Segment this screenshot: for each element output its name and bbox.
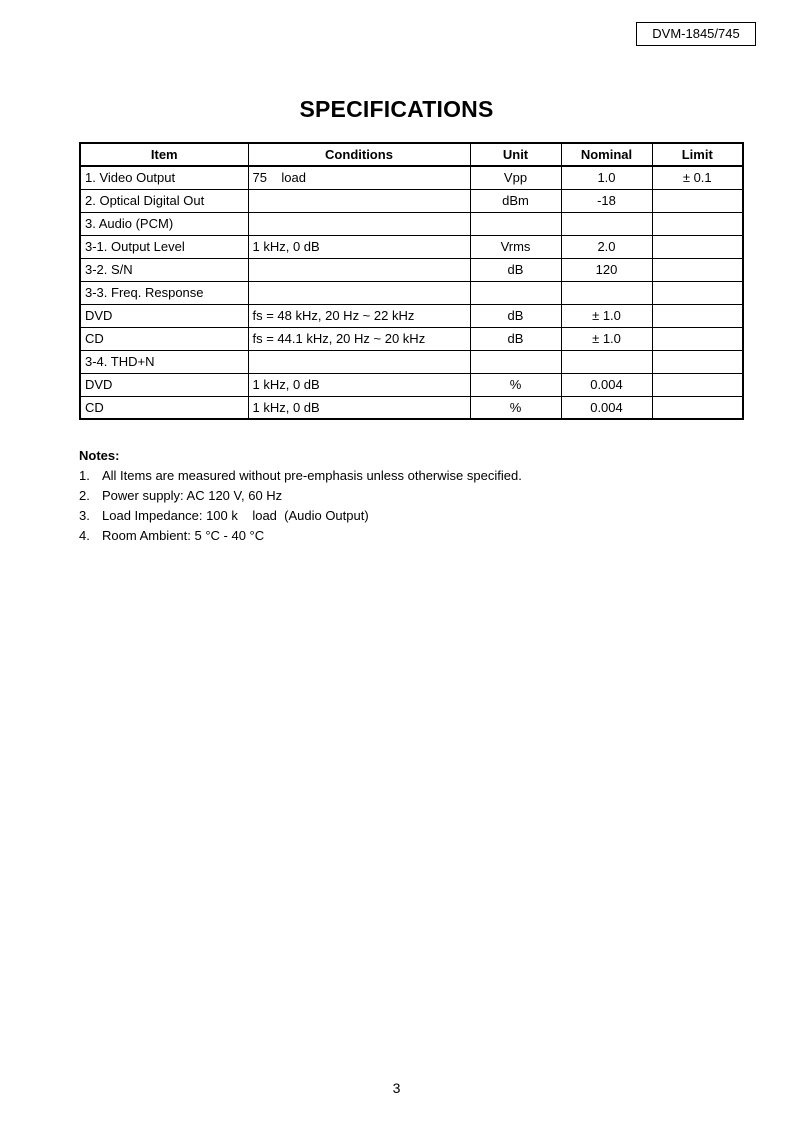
specifications-table bbox=[79, 142, 744, 420]
cell-item: 3-2. S/N bbox=[80, 258, 248, 281]
cell-item: DVD bbox=[80, 373, 248, 396]
note-text: Power supply: AC 120 V, 60 Hz bbox=[102, 488, 283, 503]
note-text: Room Ambient: 5 °C - 40 °C bbox=[102, 528, 265, 543]
cell-nominal: 1.0 bbox=[561, 166, 652, 189]
cell-conditions: 1 kHz, 0 dB bbox=[248, 235, 470, 258]
cell-limit bbox=[652, 350, 743, 373]
cell-limit bbox=[652, 258, 743, 281]
column-header-nominal: Nominal bbox=[561, 143, 652, 166]
table-row bbox=[80, 350, 743, 373]
cell-item: 3-1. Output Level bbox=[80, 235, 248, 258]
cell-limit bbox=[652, 304, 743, 327]
table-row bbox=[80, 396, 743, 419]
cell-unit bbox=[470, 212, 561, 235]
column-header-limit: Limit bbox=[652, 143, 743, 166]
cell-limit bbox=[652, 396, 743, 419]
table-row bbox=[80, 373, 743, 396]
cell-unit: dBm bbox=[470, 189, 561, 212]
cell-item: 3. Audio (PCM) bbox=[80, 212, 248, 235]
cell-conditions: fs = 44.1 kHz, 20 Hz ~ 20 kHz bbox=[248, 327, 470, 350]
cell-limit bbox=[652, 212, 743, 235]
cell-nominal bbox=[561, 212, 652, 235]
table-row bbox=[80, 327, 743, 350]
page-number: 3 bbox=[392, 1080, 401, 1096]
column-header-conditions: Conditions bbox=[248, 143, 470, 166]
note-number: 4. bbox=[79, 528, 90, 543]
cell-nominal: ± 1.0 bbox=[561, 304, 652, 327]
note-text: Load Impedance: 100 k load (Audio Output) bbox=[102, 508, 369, 523]
cell-conditions bbox=[248, 281, 470, 304]
cell-conditions: 1 kHz, 0 dB bbox=[248, 373, 470, 396]
cell-nominal: 0.004 bbox=[561, 396, 652, 419]
cell-nominal bbox=[561, 350, 652, 373]
table-row bbox=[80, 212, 743, 235]
cell-limit bbox=[652, 327, 743, 350]
cell-conditions: 1 kHz, 0 dB bbox=[248, 396, 470, 419]
table-row bbox=[80, 304, 743, 327]
cell-unit: dB bbox=[470, 304, 561, 327]
cell-limit bbox=[652, 235, 743, 258]
table-row bbox=[80, 235, 743, 258]
cell-unit: Vrms bbox=[470, 235, 561, 258]
cell-nominal: 0.004 bbox=[561, 373, 652, 396]
model-number-box bbox=[636, 22, 756, 46]
notes-heading: Notes: bbox=[79, 448, 120, 463]
cell-nominal bbox=[561, 281, 652, 304]
cell-conditions bbox=[248, 258, 470, 281]
cell-unit bbox=[470, 281, 561, 304]
cell-nominal: ± 1.0 bbox=[561, 327, 652, 350]
column-header-unit: Unit bbox=[470, 143, 561, 166]
cell-item: CD bbox=[80, 327, 248, 350]
cell-item: 2. Optical Digital Out bbox=[80, 189, 248, 212]
cell-unit: Vpp bbox=[470, 166, 561, 189]
note-item bbox=[79, 506, 522, 526]
cell-item: 1. Video Output bbox=[80, 166, 248, 189]
cell-conditions bbox=[248, 350, 470, 373]
cell-item: DVD bbox=[80, 304, 248, 327]
cell-conditions bbox=[248, 212, 470, 235]
table-header-row bbox=[80, 143, 743, 166]
cell-limit: ± 0.1 bbox=[652, 166, 743, 189]
cell-unit bbox=[470, 350, 561, 373]
cell-unit: % bbox=[470, 396, 561, 419]
table-row bbox=[80, 258, 743, 281]
cell-unit: dB bbox=[470, 258, 561, 281]
table-row bbox=[80, 166, 743, 189]
cell-limit bbox=[652, 189, 743, 212]
page-title: SPECIFICATIONS bbox=[299, 96, 494, 122]
cell-nominal: -18 bbox=[561, 189, 652, 212]
note-number: 3. bbox=[79, 508, 90, 523]
cell-item: 3-3. Freq. Response bbox=[80, 281, 248, 304]
table-row bbox=[80, 189, 743, 212]
cell-unit: dB bbox=[470, 327, 561, 350]
cell-conditions: fs = 48 kHz, 20 Hz ~ 22 kHz bbox=[248, 304, 470, 327]
cell-limit bbox=[652, 373, 743, 396]
cell-limit bbox=[652, 281, 743, 304]
table-row bbox=[80, 281, 743, 304]
column-header-item: Item bbox=[80, 143, 248, 166]
cell-nominal: 2.0 bbox=[561, 235, 652, 258]
note-item bbox=[79, 466, 522, 486]
note-number: 1. bbox=[79, 468, 90, 483]
notes-section bbox=[79, 446, 522, 546]
model-number: DVM-1845/745 bbox=[652, 26, 740, 41]
cell-conditions: 75 load bbox=[248, 166, 470, 189]
cell-nominal: 120 bbox=[561, 258, 652, 281]
cell-conditions bbox=[248, 189, 470, 212]
cell-item: CD bbox=[80, 396, 248, 419]
note-number: 2. bbox=[79, 488, 90, 503]
note-item bbox=[79, 486, 522, 506]
note-text: All Items are measured without pre-emphasis unless otherwise specified. bbox=[102, 468, 522, 483]
note-item bbox=[79, 526, 522, 546]
cell-unit: % bbox=[470, 373, 561, 396]
cell-item: 3-4. THD+N bbox=[80, 350, 248, 373]
